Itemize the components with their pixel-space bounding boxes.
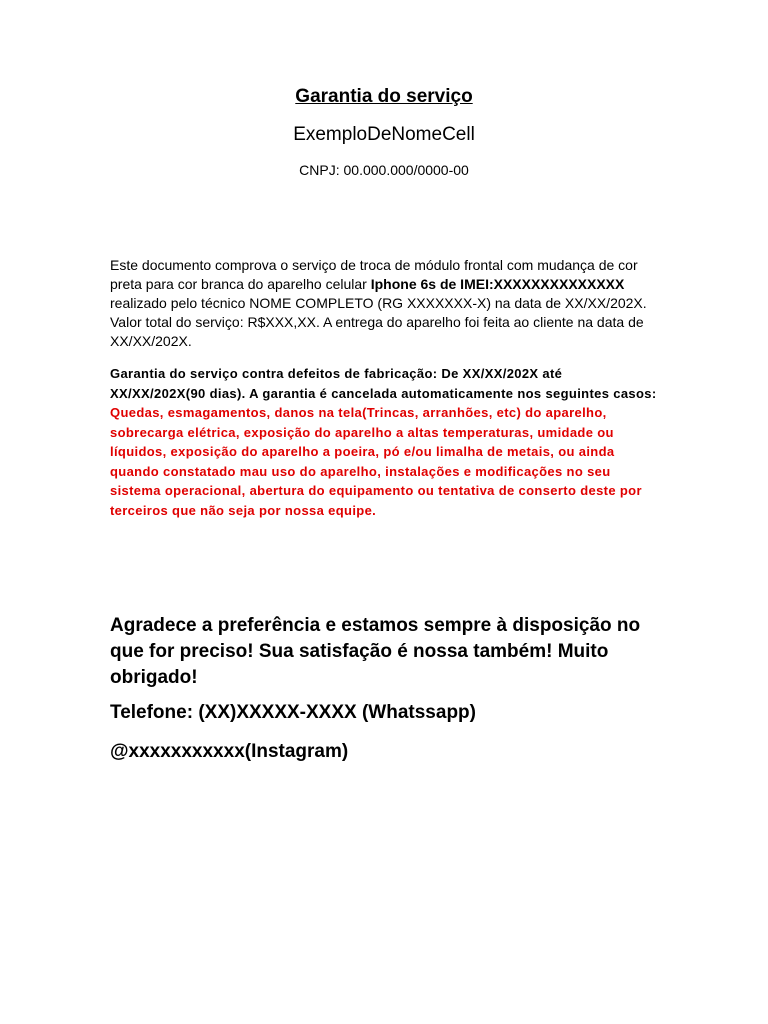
warranty-exclusions: Quedas, esmagamentos, danos na tela(Trincas, arranhões, etc) do aparelho, sobrecarga elétrica, exposição do aparelho a altas temperaturas, umidade ou líquidos, exposição do aparelho a poeira, pó e/ou limalha de metais, ou ainda quando constatado mau uso do aparelho, instalações e modificações no seu sistema operacional, abertura do equipamento ou tentativa de conserto deste por terceiros que não seja por nossa equipe. <box>110 405 642 518</box>
warranty-cancel-intro: . A garantia é cancelada automaticamente nos seguintes casos: <box>241 385 657 401</box>
company-name: ExemploDeNomeCell <box>293 124 475 145</box>
cnpj-line: CNPJ: 00.000.000/0000-00 <box>299 162 469 178</box>
phone-contact: Telefone: (XX)XXXXX-XXXX (Whatssapp) <box>110 702 476 723</box>
warranty-paragraph <box>110 364 660 520</box>
service-description-paragraph <box>110 256 658 351</box>
service-description-text: Este documento comprova o serviço de troca de módulo frontal com mudança de cor preta para cor branca do aparelho celular <box>110 257 638 292</box>
device-identification: Iphone 6s de IMEI:XXXXXXXXXXXXXX <box>370 276 625 292</box>
instagram-contact: @xxxxxxxxxxx(Instagram) <box>110 741 349 762</box>
thank-you-message: Agradece a preferência e estamos sempre à disposição no que for preciso! Sua satisfação é nossa também! Muito obrigado! <box>110 615 641 688</box>
warranty-period: De XX/XX/202X até XX/XX/202X(90 dias) <box>110 366 563 401</box>
service-details-text: realizado pelo técnico NOME COMPLETO (RG XXXXXXX-X) na data de XX/XX/202X. Valor total do serviço: R$XXX,XX. A entrega do aparelho foi feita ao cliente na data de XX/XX/202X. <box>110 295 647 349</box>
warranty-lead: Garantia do serviço contra defeitos de fabricação: <box>110 366 442 381</box>
document-title: Garantia do serviço <box>295 86 473 107</box>
